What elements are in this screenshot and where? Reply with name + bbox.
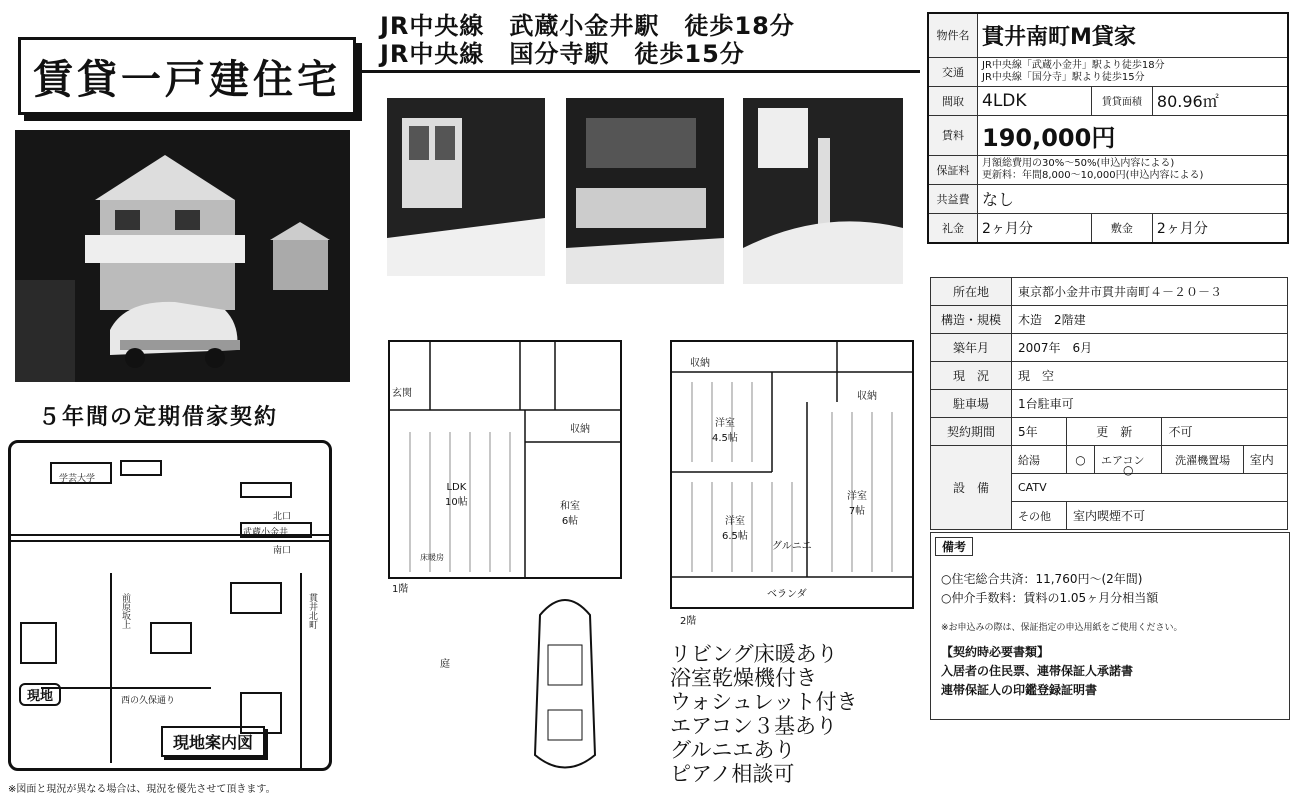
interior-photo-2 [566, 98, 724, 284]
feature-item: グルニエあり [670, 738, 796, 762]
remarks-line-2: ○仲介手数料：賃料の1.05ヶ月分相当額 [941, 591, 1159, 605]
parking-label: 駐車場 [931, 390, 1012, 418]
room-floor-heat: 床暖房 [420, 553, 444, 562]
renew-value: 不可 [1162, 418, 1288, 446]
area-label: 賃貸面積 [1091, 86, 1152, 115]
room-ldk: LDK 10帖 [445, 482, 468, 508]
other-value: 室内喫煙不可 [1066, 502, 1287, 530]
traffic-line-2: JR中央線「国分寺」駅より徒歩15分 [982, 71, 1145, 83]
feature-item: 浴室乾燥機付き [670, 666, 817, 690]
address-label: 所在地 [931, 278, 1012, 306]
room-storage-1f: 収納 [570, 424, 590, 435]
room-western-3: 洋室 7帖 [847, 491, 867, 517]
rent-value: 190,000円 [978, 115, 1289, 155]
parking-value: 1台駐車可 [1012, 390, 1288, 418]
map-label-kitamachi: 貫井北町 [307, 593, 317, 629]
footnote: ※図面と現況が異なる場合は、現況を優先させて頂きます。 [8, 784, 276, 795]
status-value: 現 空 [1012, 362, 1288, 390]
status-label: 現 況 [931, 362, 1012, 390]
divider [355, 70, 920, 73]
renew-label: 更 新 [1066, 418, 1162, 446]
interior-photo-3 [743, 98, 903, 284]
layout-value: 4LDK [978, 86, 1092, 115]
feature-item: エアコン３基あり [670, 714, 837, 738]
washer-value: 室内 [1243, 446, 1287, 474]
room-western-1: 洋室 4.5帖 [712, 418, 738, 444]
area-value: 80.96㎡ [1152, 86, 1288, 115]
built-value: 2007年 6月 [1012, 334, 1288, 362]
property-name: 貫井南町M貸家 [978, 13, 1289, 57]
structure-value: 木造 2階建 [1012, 306, 1288, 334]
address-value: 東京都小金井市貫井南町４－２０－３ [1012, 278, 1288, 306]
map-label-street: 前原坂上 [120, 593, 130, 629]
access-info [380, 12, 795, 68]
name-label: 物件名 [928, 13, 978, 57]
garden-label: 庭 [440, 659, 450, 670]
rent-label: 賃料 [928, 115, 978, 155]
docs-line-2: 連帯保証人の印鑑登録証明書 [941, 683, 1098, 697]
traffic-label: 交通 [928, 57, 978, 86]
deposit-value: 2ヶ月分 [1152, 213, 1288, 243]
guarantee-line-1: 月額総費用の30%〜50%(申込内容による) [982, 157, 1175, 169]
remarks-box [930, 532, 1290, 720]
common-fee-label: 共益費 [928, 184, 978, 213]
contract-value: 5年 [1012, 418, 1067, 446]
other-label: その他 [1012, 502, 1067, 530]
room-closet: 収納 [857, 391, 877, 402]
features-list [670, 642, 858, 786]
map-label-south-exit: 南口 [273, 546, 292, 556]
feature-item: ウォシュレット付き [670, 690, 858, 714]
hot-water-value: ○ [1066, 446, 1094, 474]
hot-water-label: 給湯 [1012, 446, 1067, 474]
map-label-university: 学芸大学 [59, 474, 96, 484]
built-label: 築年月 [931, 334, 1012, 362]
docs-label: 【契約時必要書類】 [941, 645, 1050, 659]
access-line-2: JR中央線 国分寺駅 徒歩15分 [380, 40, 745, 68]
room-veranda: ベランダ [767, 589, 807, 600]
room-entrance: 玄関 [392, 388, 412, 399]
property-info-table [927, 12, 1289, 244]
remarks-label: 備考 [935, 537, 973, 556]
equipment-label: 設 備 [931, 446, 1012, 530]
aircon-label: エアコン [1095, 446, 1162, 474]
catv-label: CATV [1012, 474, 1288, 502]
interior-photo-1 [387, 98, 545, 276]
key-money-value: 2ヶ月分 [978, 213, 1092, 243]
map-title: 現地案内図 [161, 726, 265, 757]
layout-label: 間取 [928, 86, 978, 115]
traffic-line-1: JR中央線「武蔵小金井」駅より徒歩18分 [982, 59, 1165, 71]
room-washitsu: 和室 6帖 [560, 501, 580, 527]
car-icon [520, 585, 610, 789]
floor-label-1f: 1階 [392, 584, 409, 595]
docs-line-1: 入居者の住民票、連帯保証人承諾書 [941, 664, 1134, 678]
contract-caption: ５年間の定期借家契約 [38, 405, 279, 430]
map-label-station: 武蔵小金井 [243, 528, 289, 538]
common-fee-value: なし [978, 184, 1289, 213]
room-western-2: 洋室 6.5帖 [722, 516, 748, 542]
page-title: 賃貸一戸建住宅 [18, 37, 356, 115]
feature-item: ピアノ相談可 [670, 762, 795, 786]
location-map [8, 440, 332, 771]
floor-label-2f: 2階 [680, 616, 697, 627]
floorplan-1f [388, 340, 622, 579]
remarks-line-3: ※お申込みの際は、保証指定の申込用紙をご使用ください。 [941, 623, 1183, 633]
remarks-line-1: ○住宅総合共済：11,760円〜(2年間) [941, 572, 1143, 586]
floorplan-2f [670, 340, 914, 609]
guarantee-line-2: 更新料：年間8,000〜10,000円(申込内容による) [982, 169, 1204, 181]
access-line-1: JR中央線 武蔵小金井駅 徒歩18分 [380, 12, 795, 40]
contract-label: 契約期間 [931, 418, 1012, 446]
map-current-location: 現地 [19, 683, 61, 706]
property-detail-table [930, 277, 1288, 530]
structure-label: 構造・規模 [931, 306, 1012, 334]
map-label-north-exit: 北口 [273, 512, 292, 522]
room-storage-2f: 収納 [690, 358, 710, 369]
key-money-label: 礼金 [928, 213, 978, 243]
aircon-value: ○ [1123, 463, 1134, 477]
guarantee-label: 保証料 [928, 155, 978, 184]
feature-item: リビング床暖あり [670, 642, 838, 666]
room-gurunie: グルニエ [772, 541, 812, 552]
deposit-label: 敷金 [1091, 213, 1152, 243]
washer-label: 洗濯機置場 [1162, 446, 1243, 474]
house-photo [15, 130, 350, 382]
map-label-nishinokubo: 西の久保通り [121, 696, 176, 706]
